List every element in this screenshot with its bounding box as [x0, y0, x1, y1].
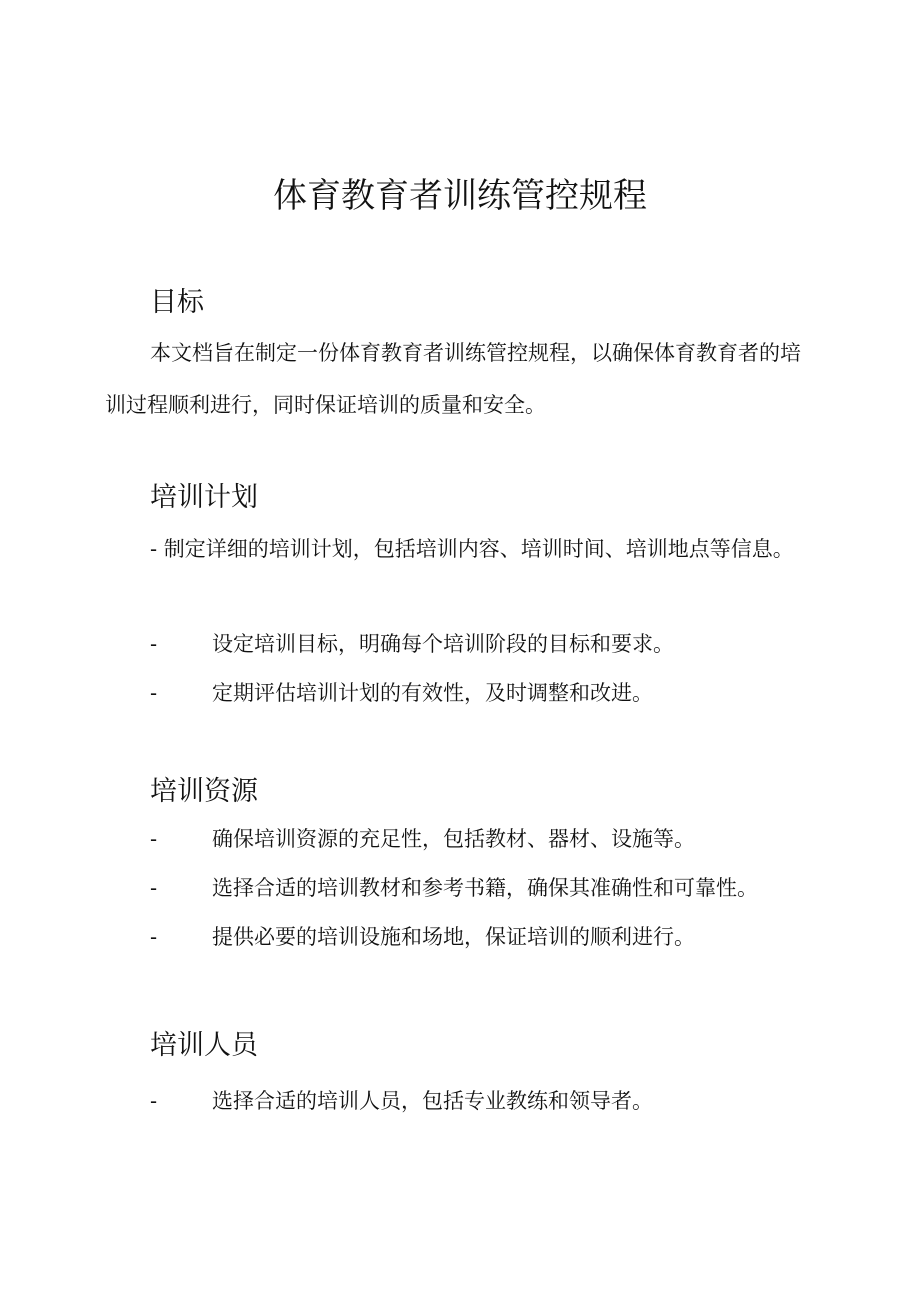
bullet-dash: - — [150, 1089, 158, 1113]
bullet-text: 定期评估培训计划的有效性，及时调整和改进。 — [212, 681, 653, 705]
plan-paragraph: - 制定详细的培训计划，包括培训内容、培训时间、培训地点等信息。 — [150, 537, 794, 561]
resources-bullet — [150, 873, 758, 903]
bullet-text: 设定培训目标，明确每个培训阶段的目标和要求。 — [212, 632, 674, 656]
bullet-dash: - — [150, 925, 158, 949]
bullet-text: 选择合适的培训人员，包括专业教练和领导者。 — [212, 1089, 653, 1113]
plan-bullet — [150, 629, 674, 659]
bullet-text: 确保培训资源的充足性，包括教材、器材、设施等。 — [212, 827, 695, 851]
goal-paragraph: 本文档旨在制定一份体育教育者训练管控规程，以确保体育教育者的培训过程顺利进行，同时保证培训的质量和安全。 — [105, 341, 801, 417]
bullet-text: 选择合适的培训教材和参考书籍，确保其准确性和可靠性。 — [212, 876, 758, 900]
personnel-bullet — [150, 1086, 653, 1116]
bullet-dash: - — [150, 827, 158, 851]
plan-bullet — [150, 678, 653, 708]
section-heading-plan: 培训计划 — [150, 482, 258, 513]
section-heading-resources: 培训资源 — [150, 776, 258, 807]
resources-bullet — [150, 922, 695, 952]
resources-bullet — [150, 824, 695, 854]
document-title: 体育教育者训练管控规程 — [273, 176, 647, 216]
bullet-dash: - — [150, 876, 158, 900]
bullet-text: 提供必要的培训设施和场地，保证培训的顺利进行。 — [212, 925, 695, 949]
section-heading-goal: 目标 — [150, 287, 204, 318]
bullet-dash: - — [150, 681, 158, 705]
section-heading-personnel: 培训人员 — [150, 1030, 258, 1061]
bullet-dash: - — [150, 632, 158, 656]
